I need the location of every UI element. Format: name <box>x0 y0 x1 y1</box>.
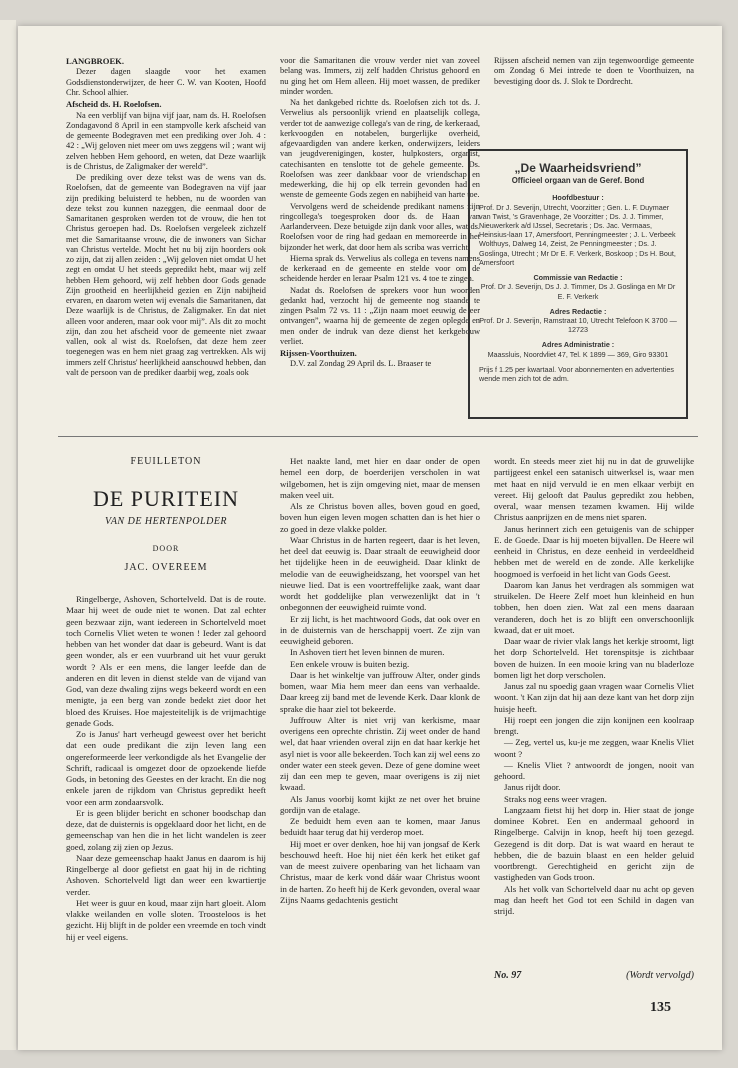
section-heading: Rijssen-Voorthuizen. <box>280 348 357 358</box>
board-text: Prof. Dr J. Severijn, Utrecht, Voorzitter ; Gen. L. F. Duymaer van Twist, 's Gravenhage, 2e Voorzitter ; Ds. J. J. Timmer, Nieuwerkerk a/d IJssel, Secretaris ; Ds. Jac. Vermaas, Heinsius-laan 17, Amersfoort, Penningmeester ; J. L. Verbeek Wolthuys, Dalweg 14, Zeist, 2e Penningmeester ; Ds. J. Goslinga, Utrecht ; Mr Dr E. F. Verkerk, Boskoop ; Ds H. Bout, Amersfoort <box>479 202 676 267</box>
paragraph: Hij moet er over denken, hoe hij van jongsaf de Kerk beschouwd heeft. Hoe hij niet één kerk het etiket gaf van de meest zuivere openbaring van het lichaam van Christus, maar de kerk vond dáár waar Christus woont in de harten. Zo heeft hij de Kerk gevonden, overal waar Zijns Naams gedachtenis gesticht <box>280 838 480 905</box>
story-column-1 <box>66 594 266 943</box>
masthead-box <box>468 149 688 419</box>
paragraph: In Ashoven tiert het leven binnen de muren. <box>290 647 445 658</box>
paragraph: Hierna sprak ds. Verwelius als collega en tevens namens de kerkeraad en de gemeente en stelde voor om de scheidende herder en leraar Psalm 121 vs. 4 toe te zingen. <box>280 253 480 284</box>
masthead-title: „De Waarheidsvriend” <box>514 161 642 175</box>
paragraph: Waar Christus in de harten regeert, daar is het leven, het deel dat eeuwig is. Daar straalt de eeuwigheid door het tijdelijke heen in de eeuwigheid. Daar klinkt de melodie van de eeuwigheidszang, het voorspel van het nieuwe lied. Dat is een voortreffelijke zaak, want daar wordt het goddelijke plan verwezenlijkt dat in 't onbegonnen der eeuwigheid ruimte vond. <box>280 534 480 613</box>
paragraph: Janus zal nu spoedig gaan vragen waar Cornelis Vliet woont. 't Kan zijn dat hij aan deze kant van het dorp zijn huisje heeft. <box>494 681 694 714</box>
top-column-2 <box>280 56 480 371</box>
story-subtitle: VAN DE HERTENPOLDER <box>104 516 228 527</box>
section-heading: Afscheid ds. H. Roelofsen. <box>66 99 162 110</box>
left-page-edge <box>0 20 16 1050</box>
paragraph: Ze beduidt hem even aan te komen, maar Janus beduidt haar terug dat hij verderop moet. <box>280 816 480 838</box>
paragraph: voor die Samaritanen die vrouw verder niet van zoveel belang was. Immers, zij zelf hadden Christus gehoord en nu ging het om Hem alleen. Hij moet wassen, de prediker minder worden. <box>280 56 480 96</box>
paragraph: Daarom kan Janus het verdragen als sommigen wat struikelen. De Heere Zelf moet hun kleinheid en hun tobben, hen doen zien. Wat zal een mens daaraan veranderen, doch het is zo blijft een onverschoonlijk kwaad, dat er uit moet. <box>494 579 694 635</box>
story-column-2 <box>280 456 480 906</box>
section-divider <box>58 436 698 437</box>
paragraph: De prediking over deze tekst was de wens van ds. Roelofsen, dat de gemeente van Bodegraven na vijf jaar zijn prediking beluisterd te hebben, nu de woorden van deze tekst zou kunnen nazeggen, die eenmaal door de Samaritanen gesproken werden tot de vrouw, die hen tot Christus geroepen had. Ds. Roelofsen vergeleek zichzelf met die Samaritaanse vrouw, die de inwoners van Sichar van Christus vertelde. Mocht het nu bij zijn hoorders ook zo zijn, dat zij allen zeiden : „Wij geloven niet omdat U het zegt en omdat U het steeds gepredikt hebt, maar wij zelf hebben Hem gehoord, wij zelf hebben door Gods genade Zijn grootheid en heerlijkheid gezien en Zijn nabijheid ervaren, en daarom weten wij evenals die Samaritanen, dat Deze waarlijk is de Christus, de Zaligmaker. En dat niet alleen voor anderen, maar ook voor mij”. Als dit zo mocht zijn, dan zou het afscheid voor de gemeente niet zwaar vallen, ook al wist ds. Roelofsen, dat deze hem zeer toegenegen was en hem niet graag zag vertrekken. Als wij immers zelf Christus' heerlijkheid aanschouwd hebben, dan valt de persoon van de prediker daarbij weg, zoals ook <box>66 173 266 377</box>
newspaper-page <box>18 26 722 1050</box>
issue-number: No. 97 <box>494 970 522 981</box>
paragraph: wordt. En steeds meer ziet hij nu in dat de gruwelijke partijgeest enkel een satanisch uitwerksel is, waar men met haat en nijd vervuld ie en men elkaar verbijt en vereet. Hij gelooft dat Paulus gepredikt zou hebben, overal, waar mensen tezamen kwamen. Hij wilde Christus aanprijzen en de mens niet sparen. <box>494 456 694 523</box>
masthead-subtitle: Officieel orgaan van de Geref. Bond <box>511 176 645 186</box>
paragraph: Als ze Christus boven alles, boven goud en goed, boven hun eigen leven mogen schatten dan is het hier o zo goed in deze vlakke polder. <box>280 501 480 534</box>
editorial-address-text: Prof. Dr J. Severijn, Ramstraat 10, Utrecht Telefoon K 3700 — 12723 <box>479 315 677 335</box>
editorial-address-heading: Adres Redactie : <box>549 306 607 316</box>
board-heading: Hoofdbestuur : <box>552 193 604 203</box>
paragraph: Hij roept een jongen die zijn konijnen een koolraap brengt. <box>494 714 694 736</box>
paragraph: — Zeg, vertel us, ku-je me zeggen, waar Knelis Vliet woont ? <box>494 737 694 759</box>
paragraph: Zo is Janus' hart verheugd geweest over het bericht dat een oude predikant die zijn leven lang een ongereformeerde leer verkondigde als het Evangelie der Schrift, radicaal is omgezet door de opzoekende liefde Gods, in betoning des Geestes en der kracht. En die nog enkele jaren de rijkdom van Christus gepredikt heeft voor een arm zondaarsvolk. <box>66 729 266 807</box>
story-title: DE PURITEIN <box>92 486 240 511</box>
paragraph: Ringelberge, Ashoven, Schortelveld. Dat is de route. Maar hij weet de oude niet te wonen. Dat zal echter geen bezwaar zijn, want iedereen in Schortelveld moet toch Cornelis Vliet weten te wonen ! Ieder zal gehoord hebben van het wonder dat daar is gebeurd. Want is dat geen wonder, als er een vuurbrand uit het vuur gerukt wordt ? Als er een mens, die langer leefde dan de anderen en dit leven in dienst stelde van de vijand van God, van deze dwaling zijns wegs bekeerd wordt en een menigte, ja een berg van zonde bedekt ziet door het bloed des Kruises. Hoe majesteitelijk is de vrijmachtige genade Gods. <box>66 594 266 728</box>
paragraph: — Knelis Vliet ? antwoordt de jongen, nooit van gehoord. <box>494 759 694 781</box>
administration-heading: Adres Administratie : <box>541 340 615 350</box>
paragraph: Er zij licht, is het machtwoord Gods, dat ook over en in de duisternis van de herschappij voert. Ze zijn van eeuwigheid geboren. <box>280 613 480 646</box>
paragraph: Nadat ds. Roelofsen de sprekers voor hun woorden gedankt had, verzocht hij de gemeente nog staande te zingen Psalm 72 vs. 11 : „Zijn naam moet eeuwig de eer ontvangen”, waarna hij de gemeente de zegen oplegde en men onder de indruk van deze dienst het kerkgebouw verliet. <box>280 285 480 346</box>
paragraph: Dezer dagen slaagde voor het examen Godsdienstonderwijzer, de heer C. W. van Kooten, Hoofd Chr. School alhier. <box>66 67 266 97</box>
administration-text: Maassluis, Noordvliet 47, Tel. K 1899 — 369, Giro 93301 <box>487 349 669 359</box>
paragraph: Rijssen afscheid nemen van zijn tegenwoordige gemeente om Zondag 6 Mei intrede te doen te Voorthuizen, na bevestiging door ds. J. Slok te Dordrecht. <box>494 56 694 86</box>
paragraph: Naar deze gemeenschap haakt Janus en daarom is hij Ringelberge al door gefietst en gaat hij in de richting Ashoven. Schortelveld ligt dan weer een kwartiertje verder. <box>66 852 266 897</box>
paragraph: Het weer is guur en koud, maar zijn hart gloeit. Alom vlakke weilanden en volle sloten. Troosteloos is het gezicht. Hij blijft in de polder een vreemde en toch vindt hij er veel eigens. <box>66 897 266 942</box>
paragraph: Janus rijdt door. <box>504 782 561 793</box>
story-footer <box>494 970 694 981</box>
paragraph: Daar is het winkeltje van juffrouw Alter, onder ginds bomen, waar Mia hem meer dan eens van verhaalde. Daar kreeg zij band met de levende Kerk. Daar klonk de sprake die haar ziel tot bekeerde. <box>280 669 480 714</box>
paragraph: Na het dankgebed richtte ds. Roelofsen zich tot ds. J. Verwelius als persoonlijk vriend en plaatselijk collega, verder tot de aanwezige collega's van de ring, de kerkeraad, kerkvoogden en notabelen, burgerlijke overheid, afgevaardigden van andere kerken, onderwijzers, leiders van jeugdverenigingen, koster, hulpkosters, organist, catechisanten en tenslotte tot de gehele gemeente. Ds. Roelofsen was zeer dankbaar voor de vriendschap en medewerking, die hij op elk terrein gevonden had en wenste de gemeente Gods zegen en nabijheid van harte toe. <box>280 98 480 200</box>
byline-door: DOOR <box>152 544 180 553</box>
paragraph: Langzaam fietst hij het dorp in. Hier staat de jonge dominee Kobret. Een en andermaal gehoord in Ringelberge. Calvijn in knop, heeft hij toen gezegd. Gezegend is dit dorp. Dat is wat waard en heraut te hebben, die de bazuin blaast en een helder geluid voortbrengt. Gerechtigheid en gericht zijn de vastigheden van Gods troon. <box>494 804 694 883</box>
section-heading: LANGBROEK. <box>66 56 125 66</box>
editorial-heading: Commissie van Redactie : <box>533 273 623 283</box>
top-column-1 <box>66 56 266 379</box>
paragraph: Juffrouw Alter is niet vrij van kerkisme, maar overigens een oprechte christin. Zij weet onder de hand wel, dat haar vrienden overal zijn en dat haar kerkje het asyl niet is voor alle bekeerden. Toch kan zij wel eens zo onder water een steek geven. Deze of gene domine weet zij dan een mep te geven, maar overigens is zij niet kwaad. <box>280 714 481 793</box>
continued-note: (Wordt vervolgd) <box>626 970 694 981</box>
paragraph: Als het volk van Schortelveld daar nu acht op geven mag dan heeft het God tot een Schild in dagen van strijd. <box>494 883 694 916</box>
page-number: 135 <box>650 1000 671 1015</box>
top-column-3 <box>494 56 694 88</box>
story-author: JAC. OVEREEM <box>124 562 208 573</box>
feuilleton-label: FEUILLETON <box>130 456 202 467</box>
price-text: Prijs f 1.25 per kwartaal. Voor abonnementen en advertenties wende men zich tot de adm. <box>479 364 674 384</box>
paragraph: Daar waar de rivier vlak langs het kerkje stroomt, ligt het dorp Schortelveld. Het torenspitsje is zichtbaar boven de huizen. In een mooie kring van nu bladerloze bomen ligt het dorp verscholen. <box>494 636 694 680</box>
paragraph: Als Janus voorbij komt kijkt ze net over het bruine gordijn van de etalage. <box>280 793 480 815</box>
paragraph: Het naakte land, met hier en daar onder de open hemel een dorp, de boerderijen verscholen in wat wilgebomen, het is zijn omgeving niet, maar de mensen maken veel uit. <box>280 456 480 500</box>
editorial-text: Prof. Dr J. Severijn, Ds J. J. Timmer, Ds J. Goslinga en Mr Dr E. F. Verkerk <box>480 282 676 301</box>
paragraph: Een enkele vrouw is buiten bezig. <box>290 658 410 669</box>
paragraph: Janus herinnert zich een getuigenis van de schipper E. de Goede. Daar is hij moeten bijvallen. De Heere wil eenheid in Christus, en deze eenheid in verdeeldheid hebben met de wereld en de zonde. Alle kerkelijke hoogmoed is verfoeid in het licht van Gods Geest. <box>494 523 694 579</box>
paragraph: Er is geen blijder bericht en schoner boodschap dan deze, dat de duisternis is opgeklaard door het licht, en de gemeenschap van hen die in het licht wandelen is zeer goed, zolang zij zien op Jezus. <box>66 807 266 852</box>
paragraph: Straks nog eens weer vragen. <box>504 793 607 804</box>
paragraph: D.V. zal Zondag 29 April ds. L. Braaser te <box>290 359 432 369</box>
paragraph: Vervolgens werd de scheidende predikant namens zijn ringcollega's toegesproken door ds. de Haan van Aarlanderveen. Deze betuigde zijn dank voor alles, wat ds. Roelofsen voor de ring had gedaan en memoreerde in het bijzonder het werk, dat door hem als scriba was verricht. <box>280 201 480 252</box>
story-column-3 <box>494 456 694 917</box>
paragraph: Na een verblijf van bijna vijf jaar, nam ds. H. Roelofsen Zondagavond 8 April in een stampvolle kerk afscheid van de gemeente Bodegraven met een prediking over Joh. 4 : 42 : „Wij geloven niet meer om uws zeggens wil ; want wij zelven hebben Hem gehoord, en weten, dat Deze waarlijk is de Christus, de Zaligmaker der wereld”. <box>66 110 266 171</box>
